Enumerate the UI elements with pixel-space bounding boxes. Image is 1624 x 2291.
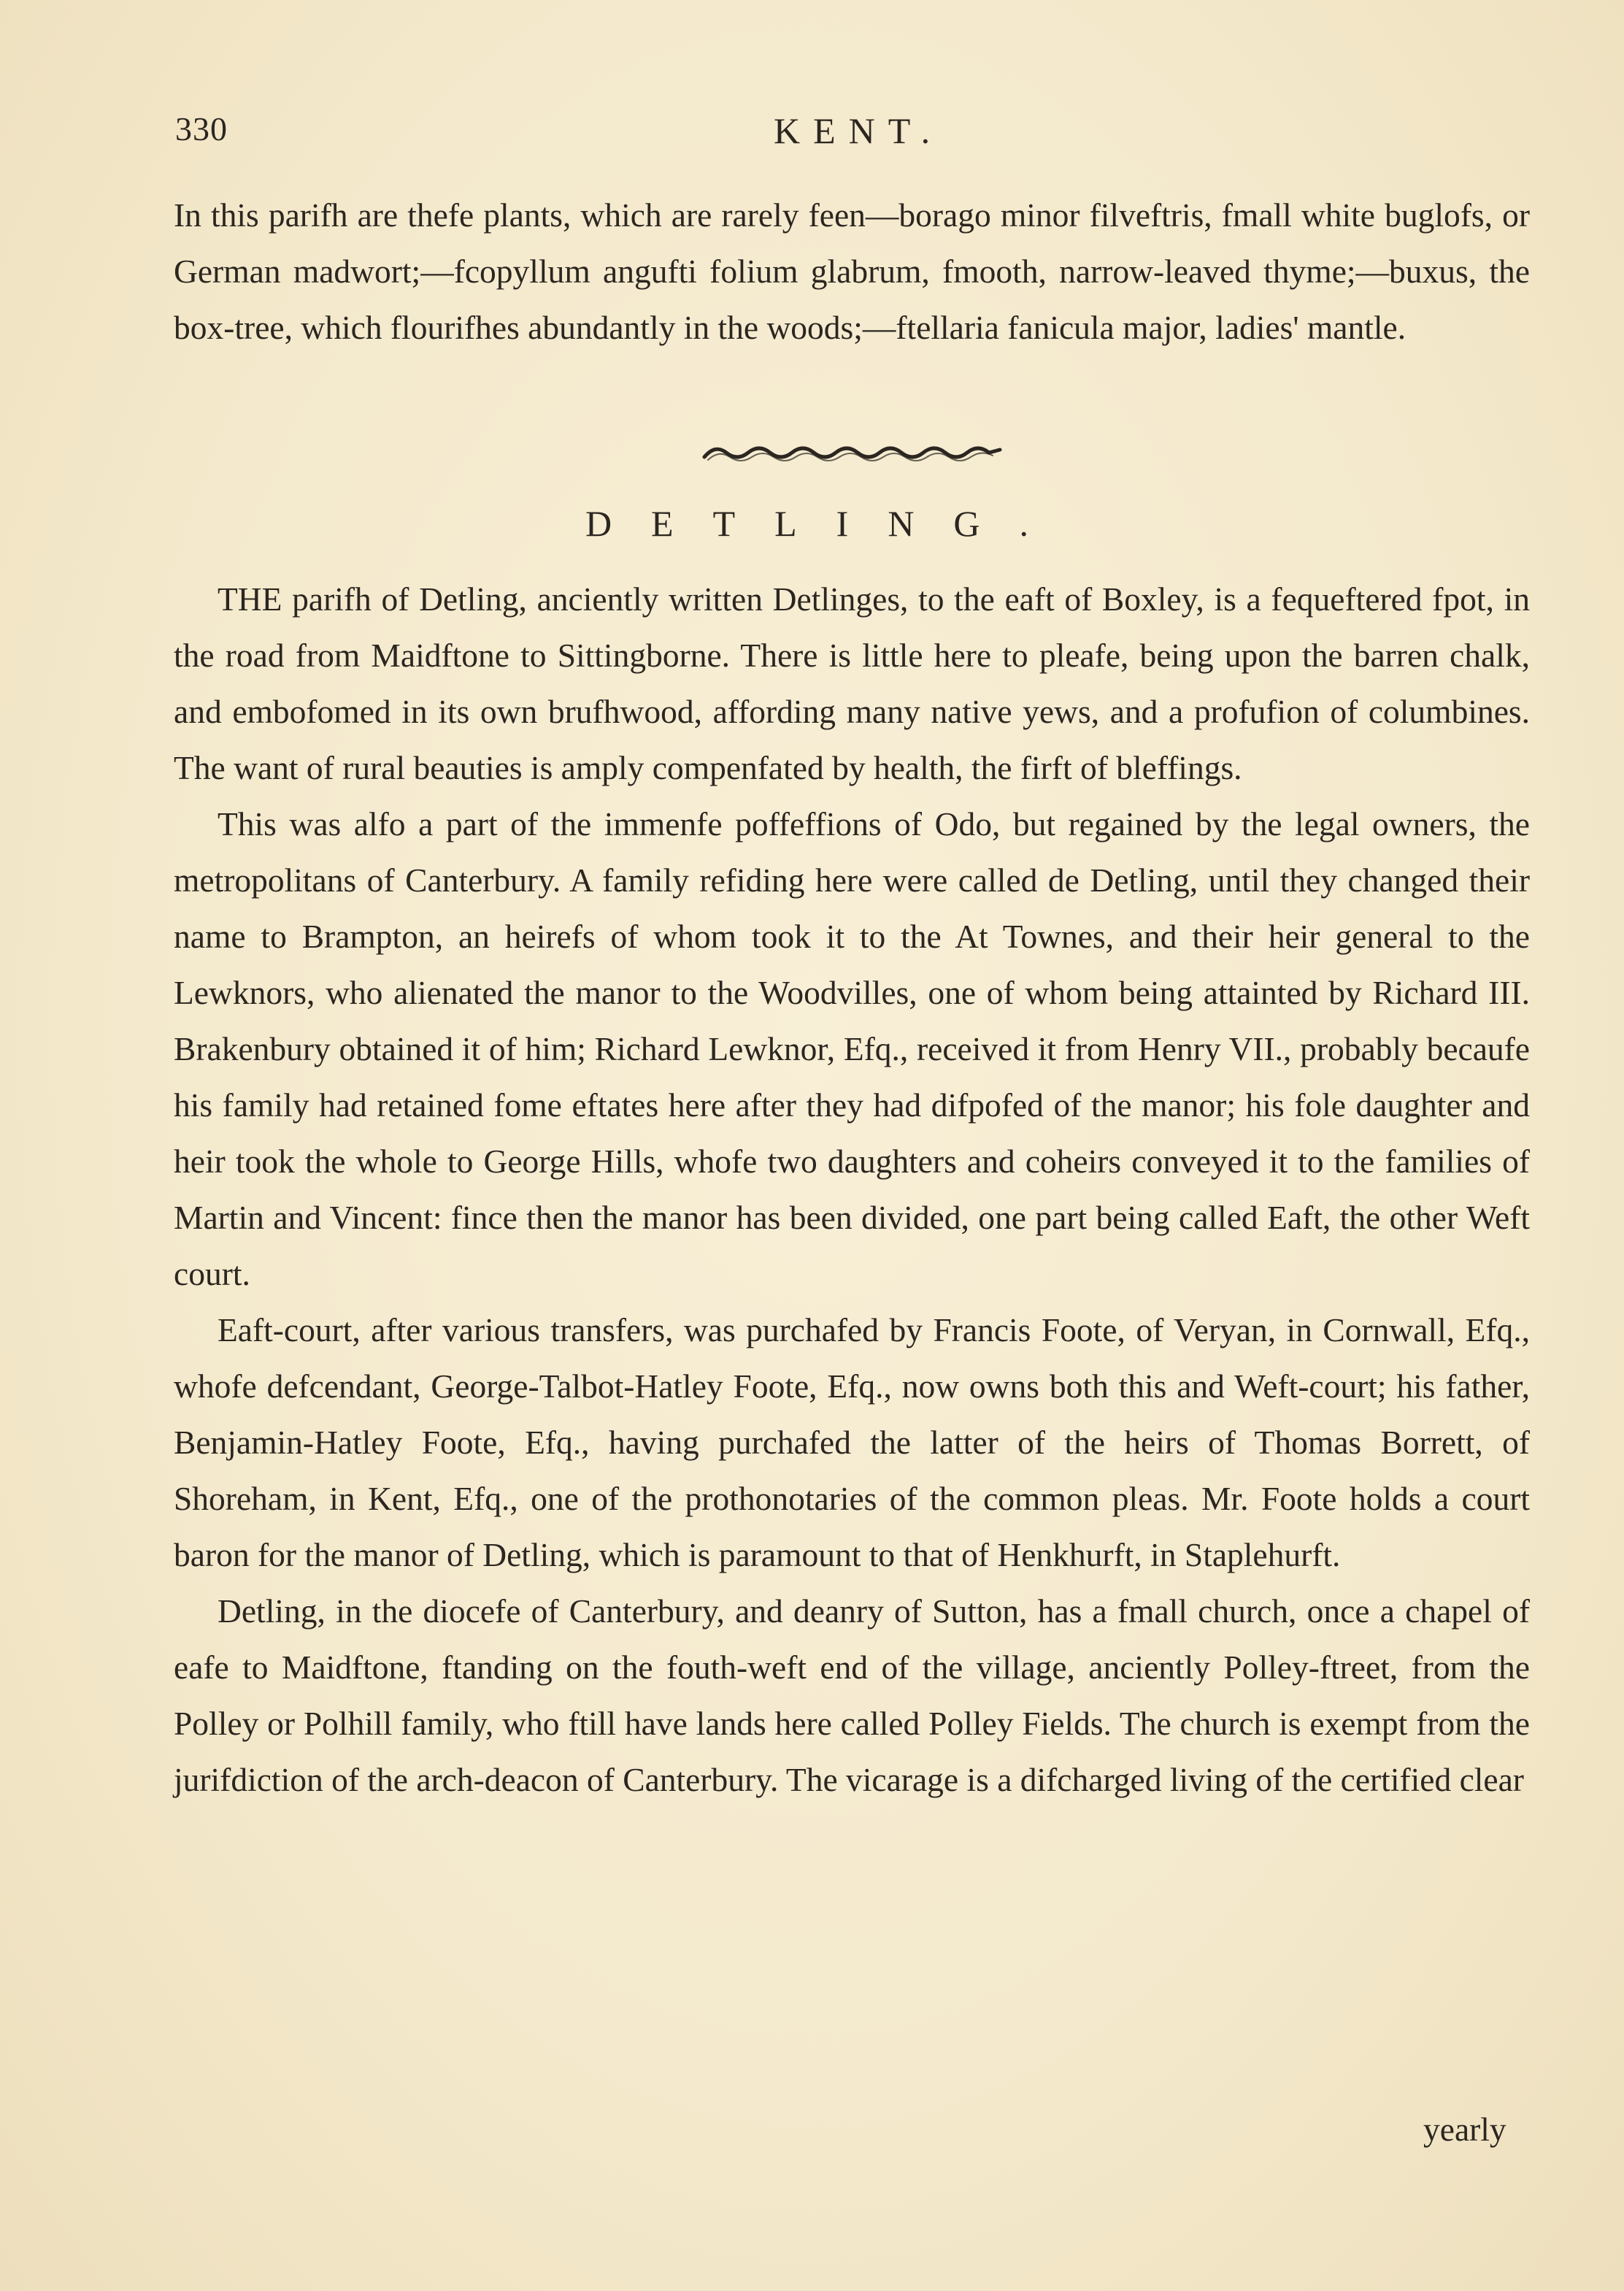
paragraph-history: This was alfo a part of the immenfe poffeffions of Odo, but regained by the legal owners, the metropolitans of Canterbury. A family refiding here were called de Detling, until they changed their name to Brampton, an heirefs of whom took it to the At Townes, and their heir general to the Lewknors, who alienated the manor to the Woodvilles, one of whom being attainted by Richard III. Brakenbury obtained it of him; Richard Lewknor, Efq., received it from Henry VII., probably becaufe his family had retained fome eftates here after they had difpofed of the manor; his fole daughter and heir took the whole to George Hills, whofe two daughters and coheirs conveyed it to the families of Martin and Vincent: fince then the manor has been divided, one part being called Eaft, the other Weft court. (174, 805, 1530, 1292)
page-header (175, 110, 1533, 161)
catchword: yearly (1423, 2111, 1506, 2148)
paragraph-description: THE parifh of Detling, anciently written Detlinges, to the eaft of Boxley, is a fequeftered fpot, in the road from Maidftone to Sittingborne. There is little here to pleafe, being upon the barren chalk, and embofomed in its own brufhwood, affording many native yews, and a profufion of columbines. The want of rural beauties is amply compenfated by health, the firft of bleffings. (174, 580, 1530, 786)
paragraph-church: Detling, in the diocefe of Canterbury, and deanry of Sutton, has a fmall church, once a chapel of eafe to Maidftone, ftanding on the fouth-weft end of the village, anciently Polley-ftreet, from the Polley or Polhill family, who ftill have lands here called Polley Fields. The church is exempt from the jurifdiction of the arch-deacon of Canterbury. The vicarage is a difcharged living of the certified clear (174, 1592, 1530, 1798)
section-title: DETLING. (585, 503, 1069, 544)
wave-ornament-icon (701, 442, 1007, 464)
detling-text-block (174, 571, 1530, 1808)
plants-paragraph: In this parifh are thefe plants, which are rarely feen—borago minor filveftris, fmall white buglofs, or German madwort;—fcopyllum angufti folium glabrum, fmooth, narrow-leaved thyme;—buxus, the box-tree, which flourifhes abundantly in the woods;—ftellaria fanicula major, ladies' mantle. (174, 196, 1530, 346)
page-number: 330 (175, 110, 228, 147)
running-head: KENT. (774, 110, 944, 151)
paragraph-east-court: Eaft-court, after various transfers, was purchafed by Francis Foote, of Veryan, in Cornwall, Efq., whofe defcendant, George-Talbot-Hatley Foote, Efq., now owns both this and Weft-court; his father, Benjamin-Hatley Foote, Efq., having purchafed the latter of the heirs of Thomas Borrett, of Shoreham, in Kent, Efq., one of the prothonotaries of the common pleas. Mr. Foote holds a court baron for the manor of Detling, which is paramount to that of Henkhurft, in Staplehurft. (174, 1311, 1530, 1573)
plants-text-block (174, 187, 1530, 356)
